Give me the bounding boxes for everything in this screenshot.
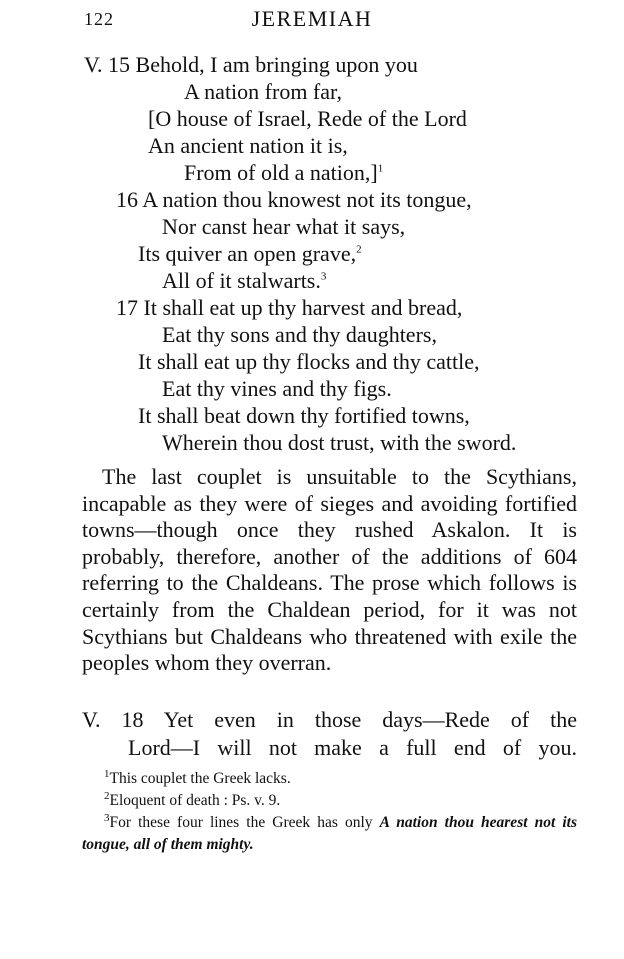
footnote: $^1$This couplet the Greek lacks.: [104, 767, 291, 787]
footnote-mark: 2: [104, 789, 110, 802]
poem-line: All of it stalwarts.$^3$: [162, 268, 327, 293]
running-title: JEREMIAH: [251, 6, 373, 31]
poem-line: V. 15 Behold, I am bringing upon you: [84, 52, 418, 77]
page-header: [0, 6, 624, 34]
poem-line: A nation from far,: [184, 79, 342, 104]
footnote-ref: 3: [320, 270, 327, 283]
footnote-mark: 1: [104, 767, 110, 780]
poem-line: It shall eat up thy flocks and thy cattle,: [138, 349, 480, 374]
commentary-paragraph: [82, 464, 577, 677]
footnote: $^3$For these four lines the Greek has only A nation thou hearest not its tongue, all of them mighty.: [82, 811, 578, 853]
footnotes: [82, 768, 577, 856]
verse-18: [82, 706, 577, 762]
poem-line: An ancient nation it is,: [148, 133, 348, 158]
poem-line: Eat thy sons and thy daughters,: [162, 322, 437, 347]
poem-line: Its quiver an open grave,$^2$: [138, 241, 362, 266]
verse-line: V. 18 Yet even in those days—Rede of the: [82, 707, 577, 732]
footnote-emphasis: A nation thou hearest not its tongue, all of them mighty.: [82, 814, 578, 853]
footnote-ref: 2: [356, 243, 362, 256]
footnote-ref: 1: [377, 162, 384, 175]
paragraph-text: The last couplet is unsuitable to the Scythians, incapable as they were of sieges and avoiding fortified towns—though once they rushed Askalon. It is probably, therefore, another of the additions of 604 referring to the Chaldeans. The prose which follows is certainly from the Chaldean period, for it was not Scythians but Chaldeans who threatened with exile the peoples whom they overran.: [82, 464, 577, 676]
verse-line: Lord—I will not make a full end of you.: [128, 735, 577, 760]
footnote: $^2$Eloquent of death : Ps. v. 9.: [104, 789, 281, 809]
poem-line: It shall beat down thy fortified towns,: [138, 403, 470, 428]
poem-line: Wherein thou dost trust, with the sword.: [162, 430, 517, 455]
poem-line: From of old a nation,]$^1$: [184, 160, 384, 185]
poem-line: 16 A nation thou knowest not its tongue,: [116, 187, 472, 212]
poem-line: [O house of Israel, Rede of the Lord: [148, 106, 467, 131]
poem-line: Nor canst hear what it says,: [162, 214, 406, 239]
footnote-mark: 3: [104, 811, 110, 824]
poem-line: 17 It shall eat up thy harvest and bread,: [116, 295, 463, 320]
page-number: 122: [84, 9, 114, 29]
poem-line: Eat thy vines and thy figs.: [162, 376, 392, 401]
